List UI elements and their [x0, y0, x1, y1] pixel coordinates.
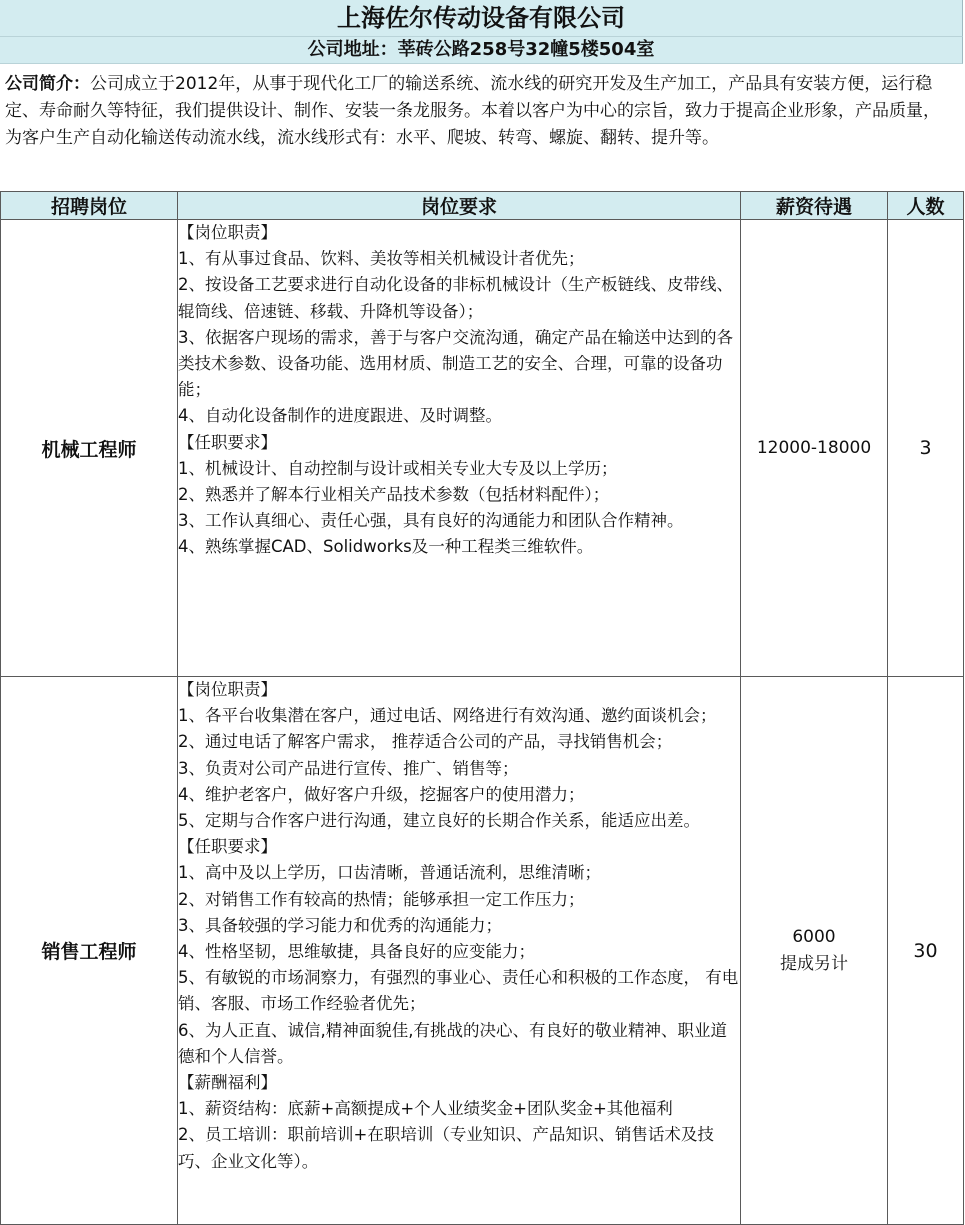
count-cell: 3: [888, 220, 964, 677]
requirement-line: 4、性格坚韧，思维敏捷，具备良好的应变能力；: [178, 942, 535, 962]
intro-label: 公司简介：: [5, 74, 90, 94]
table-header-row: [1, 192, 964, 220]
salary-cell: [741, 220, 888, 677]
requirement-line: 5、有敏锐的市场洞察力，有强烈的事业心、责任心和积极的工作态度， 有电销、客服、市场工作经验者优先；: [178, 968, 739, 1014]
salary-cell: [741, 677, 888, 1225]
requirement-line: 2、员工培训：职前培训+在职培训（专业知识、产品知识、销售话术及技巧、企业文化等）。: [178, 1125, 714, 1171]
header-count: 人数: [888, 192, 964, 220]
requirement-line: 【岗位职责】: [178, 223, 277, 242]
company-address: 公司地址：莘砖公路258号32幢5楼504室: [0, 36, 963, 64]
requirement-line: 4、熟练掌握CAD、Solidworks及一种工程类三维软件。: [178, 537, 594, 557]
position-cell: 机械工程师: [1, 220, 178, 677]
requirement-line: 4、自动化设备制作的进度跟进、及时调整。: [178, 406, 502, 426]
requirement-line: 2、通过电话了解客户需求， 推荐适合公司的产品，寻找销售机会；: [178, 732, 673, 752]
salary-note: 提成另计: [780, 953, 848, 974]
requirement-line: 3、负责对公司产品进行宣传、推广、销售等；: [178, 758, 519, 778]
requirement-line: 【岗位职责】: [178, 680, 277, 699]
requirement-line: 1、高中及以上学历，口齿清晰，普通话流利，思维清晰；: [178, 863, 601, 883]
table-row: [1, 220, 964, 677]
header-requirements: 岗位要求: [178, 192, 741, 220]
job-table: [0, 191, 964, 1225]
table-row: [1, 677, 964, 1225]
header-position: 招聘岗位: [1, 192, 178, 220]
position-cell: 销售工程师: [1, 677, 178, 1225]
requirements-cell: [178, 677, 741, 1225]
requirement-line: 4、维护老客户，做好客户升级，挖掘客户的使用潜力；: [178, 784, 585, 804]
requirement-line: 1、薪资结构：底薪+高额提成+个人业绩奖金+团队奖金+其他福利: [178, 1099, 673, 1119]
requirement-line: 5、定期与合作客户进行沟通，建立良好的长期合作关系，能适应出差。: [178, 811, 700, 831]
requirement-line: 3、具备较强的学习能力和优秀的沟通能力；: [178, 915, 502, 935]
requirement-line: 【任职要求】: [178, 432, 277, 452]
requirement-line: 3、依据客户现场的需求，善于与客户交流沟通，确定产品在输送中达到的各类技术参数、设备功能、选用材质、制造工艺的安全、合理，可靠的设备功能；: [178, 327, 733, 400]
salary-amount: 6000: [792, 926, 836, 947]
requirements-cell: [178, 220, 741, 677]
requirement-line: 【薪酬福利】: [178, 1073, 277, 1093]
intro-text: 公司成立于2012年，从事于现代化工厂的输送系统、流水线的研究开发及生产加工，产品具有安装方便，运行稳定、寿命耐久等特征，我们提供设计、制作、安装一条龙服务。本着以客户为中心的宗旨，致力于提高企业形象，产品质量，为客户生产自动化输送传动流水线，流水线形式有：水平、爬坡、转弯、螺旋、翻转、提升等。: [5, 74, 940, 148]
requirement-line: 2、按设备工艺要求进行自动化设备的非标机械设计（生产板链线、皮带线、辊筒线、倍速链、移载、升降机等设备）；: [178, 275, 733, 321]
count-cell: 30: [888, 677, 964, 1225]
salary-amount: 12000-18000: [756, 437, 872, 458]
requirement-line: 1、机械设计、自动控制与设计或相关专业大专及以上学历；: [178, 458, 618, 478]
header-salary: 薪资待遇: [741, 192, 888, 220]
requirement-line: 2、对销售工作有较高的热情；能够承担一定工作压力；: [178, 889, 585, 909]
requirement-line: 1、各平台收集潜在客户，通过电话、网络进行有效沟通、邀约面谈机会；: [178, 706, 717, 726]
company-intro: [0, 63, 958, 189]
requirement-line: 3、工作认真细心、责任心强，具有良好的沟通能力和团队合作精神。: [178, 511, 684, 531]
company-name: 上海佐尔传动设备有限公司: [0, 0, 963, 36]
requirement-line: 【任职要求】: [178, 837, 277, 857]
requirement-line: 6、为人正直、诚信,精神面貌佳,有挑战的决心、有良好的敬业精神、职业道德和个人信誉。: [178, 1020, 727, 1066]
requirement-line: 2、熟悉并了解本行业相关产品技术参数（包括材料配件）；: [178, 485, 610, 505]
requirement-line: 1、有从事过食品、饮料、美妆等相关机械设计者优先；: [178, 249, 585, 269]
